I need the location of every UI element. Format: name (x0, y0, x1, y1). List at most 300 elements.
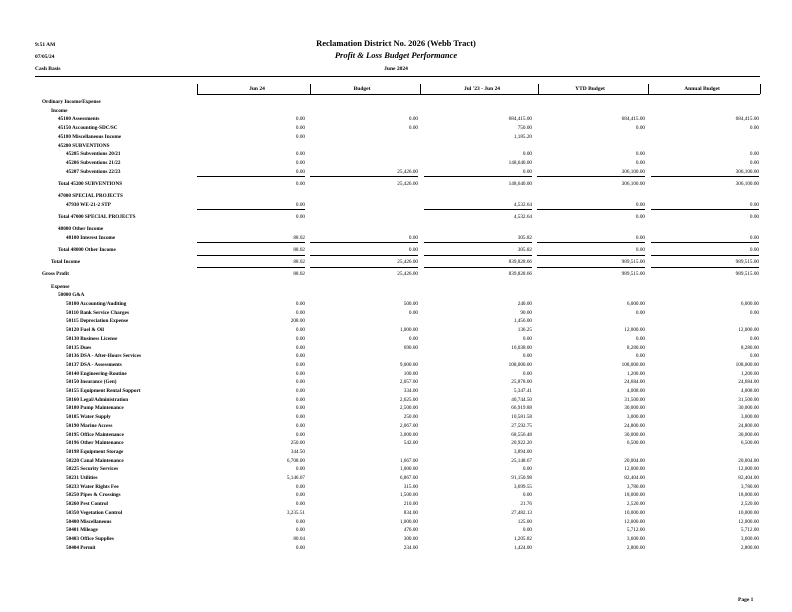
report-date: 07/05/24 (35, 54, 55, 60)
row-label: Expense (51, 283, 70, 290)
table-row (0, 284, 792, 292)
subtotal-rule (424, 242, 532, 243)
row-label: 50135 Dues (66, 344, 92, 351)
cell-value: 0.00 (408, 309, 418, 316)
cell-value: 234.00 (403, 544, 418, 551)
row-label: 50110 Bank Service Charges (66, 309, 129, 316)
table-row (0, 440, 792, 448)
cell-value: 66,919.88 (511, 405, 532, 412)
cell-value: 2,800.00 (740, 544, 759, 551)
cell-value: 8,280.00 (626, 344, 645, 351)
cell-value: 6,500.00 (740, 440, 759, 447)
cell-value: 2,057.00 (399, 379, 418, 386)
table-row (0, 226, 792, 234)
cell-value: 0.00 (295, 353, 305, 360)
cell-value: 0.00 (635, 309, 645, 316)
cell-value: 0.00 (295, 180, 305, 187)
cell-value: 3,894.00 (513, 448, 532, 455)
cell-value: 25,878.00 (511, 379, 532, 386)
cell-value: 0.00 (295, 159, 305, 166)
table-row (0, 181, 792, 189)
row-label: 50225 Security Services (66, 466, 119, 473)
cell-value: 2,625.00 (399, 396, 418, 403)
cell-value: 306,100.00 (735, 180, 759, 187)
cell-value: 0.00 (749, 335, 759, 342)
row-label: 50195 Office Maintenance (66, 431, 124, 438)
cell-value: 3,235.51 (286, 509, 305, 516)
row-label: 47000 SPECIAL PROJECTS (58, 193, 123, 199)
row-label: 50198 Equipment Storage (66, 448, 124, 455)
subtotal-rule (424, 255, 532, 256)
cell-value: 25,426.00 (397, 168, 418, 175)
row-label: 50250 Pipes & Crossings (66, 492, 121, 499)
subtotal-rule (651, 255, 759, 256)
table-row (0, 527, 792, 535)
subtotal-rule (197, 267, 305, 268)
cell-value: 40,744.50 (511, 396, 532, 403)
page-number: Page 1 (738, 597, 754, 603)
subtotal-rule (651, 267, 759, 268)
cell-value: 30,000.00 (738, 431, 759, 438)
cell-value: 0.00 (295, 361, 305, 368)
cell-value: 0.00 (408, 125, 418, 132)
row-label: 50155 Equipment Rental Support (66, 388, 141, 394)
cell-value: 82,404.00 (624, 475, 645, 481)
row-label: Total 48000 Other Income (58, 247, 116, 253)
column-divider (310, 84, 311, 94)
cell-value: 250.00 (403, 414, 418, 421)
cell-value: 306,100.00 (621, 180, 645, 187)
row-label: Ordinary Income/Expense (42, 99, 101, 105)
cell-value: 21.76 (520, 501, 532, 508)
cell-value: 25,148.67 (511, 457, 532, 464)
table-row (0, 125, 792, 133)
row-label: 50196 Other Maintenance (66, 440, 124, 447)
table-row (0, 510, 792, 518)
row-label: 50137 DSA - Assessments (66, 361, 122, 368)
cell-value: 0.00 (295, 518, 305, 525)
cell-value: 20,004.00 (624, 457, 645, 464)
subtotal-rule (424, 176, 532, 177)
cell-value: 136.25 (517, 327, 532, 334)
cell-value: 0.00 (522, 151, 532, 158)
cell-value: 88.02 (293, 234, 305, 241)
cell-value: 88.02 (293, 259, 305, 266)
column-header: Annual Budget (684, 86, 720, 92)
cell-value: 27,482.13 (511, 509, 532, 516)
cell-value: 2,800.00 (626, 544, 645, 551)
cell-value: 0.00 (635, 159, 645, 166)
row-label: 50136 DSA - After-Hours Services (66, 353, 142, 360)
cell-value: 0.00 (635, 247, 645, 253)
column-header: Jun 24 (249, 86, 265, 92)
cell-value: 0.00 (522, 370, 532, 377)
cell-value: 24,684.00 (738, 379, 759, 386)
row-label: 45207 Subventions 22/23 (66, 168, 121, 175)
cell-value: 88.02 (293, 271, 305, 278)
cell-value: 334.00 (403, 388, 418, 394)
table-row (0, 214, 792, 222)
row-label: 50350 Vegetation Control (66, 509, 123, 516)
row-label: 50190 Marine Access (66, 422, 113, 429)
table-row (0, 151, 792, 159)
cell-value: 839,828.66 (508, 259, 532, 266)
cell-value: 4,008.00 (626, 388, 645, 394)
row-label: 45206 Subventions 21/22 (66, 159, 121, 166)
cell-value: 8,280.00 (740, 344, 759, 351)
cell-value: 25,426.00 (397, 259, 418, 266)
cell-value: 18,000.00 (738, 492, 759, 499)
cell-value: 476.00 (403, 527, 418, 534)
cell-value: 250.00 (290, 440, 305, 447)
cell-value: 750.00 (517, 125, 532, 132)
cell-value: 12,000.00 (738, 327, 759, 334)
cell-value: 5,146.07 (286, 475, 305, 481)
cell-value: 0.00 (295, 213, 305, 220)
table-row (0, 345, 792, 353)
cell-value: 300.00 (403, 535, 418, 542)
table-row (0, 501, 792, 509)
cell-value: 0.00 (522, 492, 532, 499)
cell-value: 6,500.00 (626, 440, 645, 447)
subtotal-rule (651, 242, 759, 243)
cell-value: 3,600.00 (740, 535, 759, 542)
row-label: 50260 Pest Control (66, 501, 108, 508)
column-header: YTD Budget (575, 86, 605, 92)
cell-value: 0.00 (295, 388, 305, 394)
row-label: 50140 Engineering-Routine (66, 370, 127, 377)
cell-value: 1,424.00 (513, 544, 532, 551)
row-label: 50180 Pump Maintenance (66, 405, 124, 412)
cell-value: 0.00 (749, 159, 759, 166)
cell-value: 1,200.00 (626, 370, 645, 377)
subtotal-rule (537, 242, 645, 243)
cell-value: 1,500.00 (399, 492, 418, 499)
column-divider (538, 84, 539, 94)
cell-value: 3,000.00 (626, 414, 645, 421)
cell-value: 0.00 (749, 125, 759, 132)
cell-value: 208.00 (290, 318, 305, 325)
table-row (0, 397, 792, 405)
table-row (0, 536, 792, 544)
cell-value: 0.00 (522, 168, 532, 175)
row-label: Total 47000 SPECIAL PROJECTS (58, 213, 136, 220)
column-header: Budget (353, 86, 371, 92)
cell-value: 0.00 (522, 335, 532, 342)
cell-value: 0.00 (522, 527, 532, 534)
cell-value: 108,000.00 (735, 361, 759, 368)
cell-value: 0.00 (749, 353, 759, 360)
table-row (0, 484, 792, 492)
cell-value: 5,712.00 (626, 527, 645, 534)
row-label: 47930 WE-21-2 STP (66, 201, 111, 208)
cell-value: 839,828.66 (508, 271, 532, 278)
row-label: 50185 Water Supply (66, 414, 111, 421)
table-row (0, 318, 792, 326)
cell-value: 305.82 (517, 234, 532, 241)
subtotal-rule (424, 267, 532, 268)
subtotal-rule (197, 255, 305, 256)
cell-value: 0.00 (295, 527, 305, 534)
cell-value: 0.00 (635, 213, 645, 220)
cell-value: 500.00 (403, 301, 418, 307)
cell-value: 2,520.00 (626, 501, 645, 508)
subtotal-rule (197, 209, 305, 210)
cell-value: 125.00 (517, 518, 532, 525)
row-label: 50233 Water Rights Fee (66, 483, 119, 490)
cell-value: 0.00 (408, 234, 418, 241)
cell-value: 0.00 (295, 396, 305, 403)
cell-value: 0.00 (295, 483, 305, 490)
cell-value: 690.00 (403, 344, 418, 351)
subtotal-rule (651, 176, 759, 177)
cell-value: 0.00 (295, 492, 305, 499)
cell-value: 0.00 (635, 125, 645, 132)
cell-value: 12,000.00 (738, 466, 759, 473)
cell-value: 6,708.00 (286, 457, 305, 464)
table-row (0, 519, 792, 527)
table-row (0, 545, 792, 553)
subtotal-rule (537, 267, 645, 268)
cell-value: 4,532.64 (513, 201, 532, 208)
cell-value: 12,000.00 (738, 518, 759, 525)
cell-value: 0.00 (295, 335, 305, 342)
cell-value: 0.00 (635, 234, 645, 241)
report-period: June 2024 (384, 66, 408, 72)
cell-value: 1,205.82 (513, 535, 532, 542)
table-row (0, 292, 792, 300)
cell-value: 0.00 (522, 466, 532, 473)
cell-value: 0.00 (635, 201, 645, 208)
cell-value: 306,100.00 (735, 168, 759, 175)
cell-value: 0.00 (295, 414, 305, 421)
cell-value: 0.00 (295, 168, 305, 175)
cell-value: 12,000.00 (624, 518, 645, 525)
cell-value: 2,067.00 (399, 422, 418, 429)
cell-value: 0.00 (295, 309, 305, 316)
table-row (0, 371, 792, 379)
cell-value: 0.00 (635, 335, 645, 342)
cell-value: 684,415.00 (621, 116, 645, 123)
cell-value: 68,556.48 (511, 431, 532, 438)
cell-value: 82,404.00 (738, 475, 759, 481)
table-row (0, 193, 792, 201)
cell-value: 3,780.00 (626, 483, 645, 490)
subtotal-rule (537, 209, 645, 210)
cell-value: 0.00 (522, 353, 532, 360)
cell-value: 0.00 (295, 327, 305, 334)
row-label: 50403 Office Supplies (66, 535, 114, 542)
cell-value: 989,515.00 (621, 259, 645, 266)
cell-value: 100.00 (403, 370, 418, 377)
table-row (0, 492, 792, 500)
column-header: Jul '23 - Jun 24 (463, 86, 501, 92)
cell-value: 0.00 (295, 116, 305, 123)
cell-value: 0.00 (635, 353, 645, 360)
table-row (0, 405, 792, 413)
cell-value: 30,000.00 (624, 405, 645, 412)
cell-value: 0.00 (749, 213, 759, 220)
cell-value: 12,000.00 (624, 327, 645, 334)
table-row (0, 143, 792, 151)
table-row (0, 475, 792, 483)
cell-value: 0.00 (295, 125, 305, 132)
table-row (0, 301, 792, 309)
cell-value: 10,000.00 (738, 509, 759, 516)
cell-value: 108,000.00 (508, 361, 532, 368)
cell-value: 24,800.00 (738, 422, 759, 429)
cell-value: 20,922.20 (511, 440, 532, 447)
cell-value: 1,667.00 (399, 457, 418, 464)
cell-value: 27,592.75 (511, 422, 532, 429)
cell-value: 989,515.00 (621, 271, 645, 278)
cell-value: 30,000.00 (738, 405, 759, 412)
cell-value: 1,000.00 (399, 327, 418, 334)
row-label: 50100 Accounting/Auditing (66, 301, 127, 307)
row-label: 50401 Mileage (66, 527, 98, 534)
subtotal-rule (537, 176, 645, 177)
cell-value: 0.00 (295, 344, 305, 351)
cell-value: 88.02 (293, 247, 305, 253)
table-row (0, 414, 792, 422)
subtotal-rule (310, 267, 418, 268)
cell-value: 0.00 (408, 247, 418, 253)
cell-value: 0.00 (635, 151, 645, 158)
table-row (0, 310, 792, 318)
row-label: 50400 Miscellaneous (66, 518, 112, 525)
cell-value: 9,000.00 (399, 361, 418, 368)
row-label: Total Income (51, 259, 81, 266)
row-label: 50115 Depreciation Expense (66, 318, 129, 325)
cell-value: 0.00 (295, 422, 305, 429)
cell-value: 0.00 (295, 201, 305, 208)
column-divider (420, 84, 421, 94)
subtotal-rule (197, 176, 305, 177)
cell-value: 3,000.00 (399, 431, 418, 438)
cell-value: 834.00 (403, 509, 418, 516)
row-label: 45205 Subventions 20/21 (66, 151, 121, 158)
cell-value: 5,347.41 (513, 388, 532, 394)
table-row (0, 449, 792, 457)
row-label: 45180 Miscellaneous Income (58, 133, 122, 140)
cell-value: 542.00 (403, 440, 418, 447)
subtotal-rule (537, 255, 645, 256)
table-row (0, 160, 792, 168)
subtotal-rule (310, 242, 418, 243)
report-subtitle: Profit & Loss Budget Performance (334, 50, 458, 60)
cell-value: 989,515.00 (735, 271, 759, 278)
subtotal-rule (310, 255, 418, 256)
cell-value: 0.00 (749, 151, 759, 158)
table-row (0, 336, 792, 344)
row-label: 45100 Assessments (58, 116, 100, 123)
cell-value: 684,415.00 (735, 116, 759, 123)
cell-value: 6,000.00 (626, 301, 645, 307)
cell-value: 12,000.00 (624, 466, 645, 473)
row-label: 45150 Accounting-SDC/SC (58, 125, 118, 132)
cell-value: 0.00 (295, 301, 305, 307)
row-label: 50150 Insurance (Gen) (66, 379, 117, 386)
cell-value: 0.00 (749, 247, 759, 253)
cell-value: 2,520.00 (740, 501, 759, 508)
cell-value: 0.00 (295, 151, 305, 158)
cell-value: 0.00 (749, 234, 759, 241)
header-divider (35, 76, 760, 77)
table-row (0, 466, 792, 474)
row-label: 45200 SUBVENTIONS (58, 142, 110, 149)
row-label: 48000 Other Income (58, 226, 104, 233)
subtotal-rule (424, 209, 532, 210)
row-label: 48100 Interest Income (66, 234, 116, 241)
cell-value: 306,100.00 (621, 168, 645, 175)
cell-value: 31,500.00 (738, 396, 759, 403)
row-label: 50120 Fuel & Oil (66, 327, 104, 334)
cell-value: 24,684.00 (624, 379, 645, 386)
cell-value: 684,415.00 (508, 116, 532, 123)
table-row (0, 134, 792, 142)
cell-value: 210.00 (403, 501, 418, 508)
column-divider (760, 84, 761, 94)
cell-value: 1,000.00 (399, 518, 418, 525)
cell-value: 25,426.00 (397, 180, 418, 187)
cell-value: 0.00 (295, 133, 305, 140)
cell-value: 108,000.00 (621, 361, 645, 368)
table-row (0, 458, 792, 466)
table-row (0, 99, 792, 107)
subtotal-rule (651, 209, 759, 210)
table-row (0, 116, 792, 124)
cell-value: 0.00 (295, 405, 305, 412)
subtotal-rule (310, 176, 418, 177)
cell-value: 4,532.64 (513, 213, 532, 220)
cell-value: 3,000.00 (740, 414, 759, 421)
table-row (0, 423, 792, 431)
cell-value: 240.00 (517, 301, 532, 307)
cell-value: 20,004.00 (738, 457, 759, 464)
table-row (0, 271, 792, 279)
subtotal-rule (197, 242, 305, 243)
cell-value: 0.00 (295, 431, 305, 438)
table-row (0, 108, 792, 116)
cell-value: 10,038.00 (511, 344, 532, 351)
cell-value: 10,581.58 (511, 414, 532, 421)
cell-value: 989,515.00 (735, 259, 759, 266)
row-label: Total 45200 SUBVENTIONS (58, 180, 123, 187)
cell-value: 0.00 (408, 335, 418, 342)
row-label: Gross Profit (42, 271, 70, 278)
table-row (0, 388, 792, 396)
cell-value: 0.00 (295, 544, 305, 551)
cell-value: 344.50 (290, 448, 305, 455)
table-row (0, 432, 792, 440)
cell-value: 1,185.20 (513, 133, 532, 140)
row-label: Income (51, 107, 68, 114)
cell-value: 6,867.00 (399, 475, 418, 481)
cell-value: 80.04 (293, 535, 305, 542)
table-row (0, 353, 792, 361)
row-label: 50404 Permit (66, 544, 96, 551)
cell-value: 0.00 (295, 379, 305, 386)
cell-value: 24,800.00 (624, 422, 645, 429)
cell-value: 315.00 (403, 483, 418, 490)
report-title: Reclamation District No. 2026 (Webb Tract) (316, 38, 476, 48)
row-label: 50130 Business License (66, 335, 118, 342)
cell-value: 30,000.00 (624, 431, 645, 438)
table-row (0, 327, 792, 335)
cell-value: 25,426.00 (397, 271, 418, 278)
cell-value: 3,780.00 (740, 483, 759, 490)
row-label: 50160 Legal/Administration (66, 396, 129, 403)
